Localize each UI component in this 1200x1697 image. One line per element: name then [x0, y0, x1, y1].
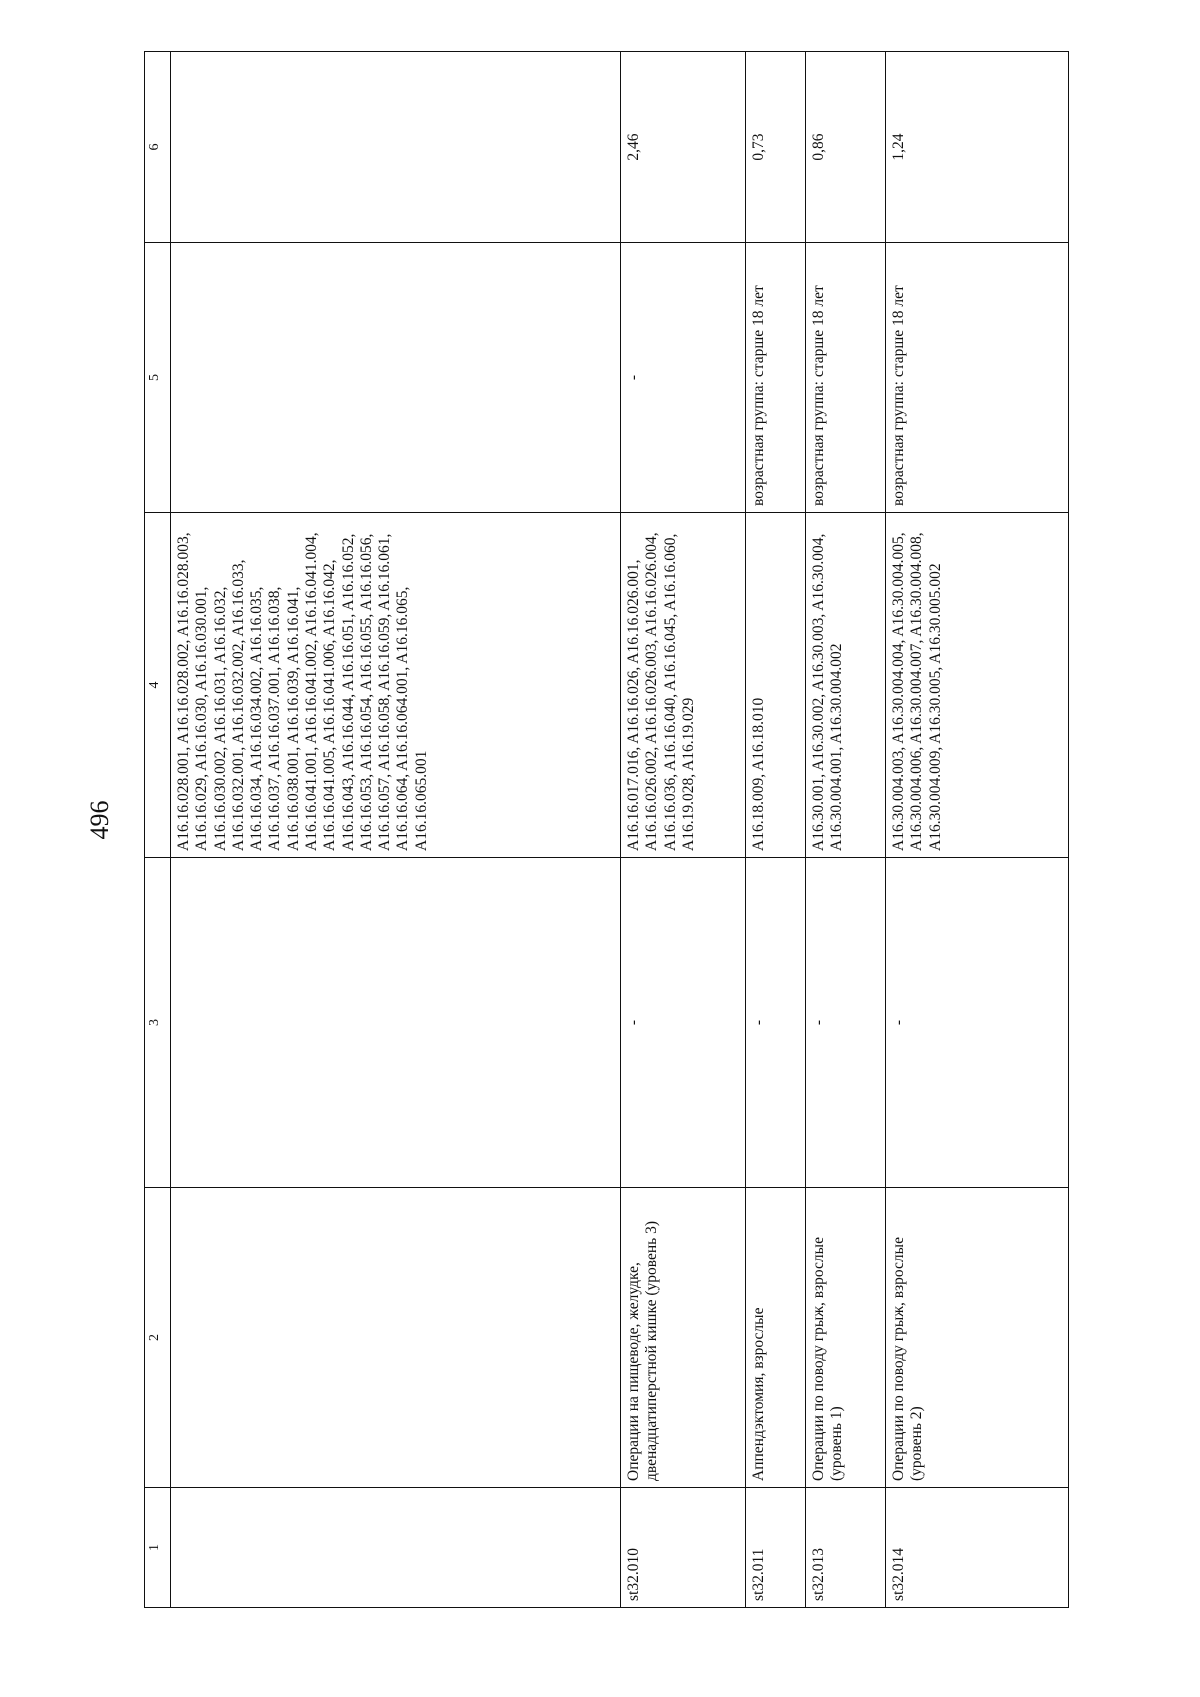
criteria-cell: возрастная группа: старше 18 лет	[746, 243, 806, 513]
col3-cell: -	[806, 858, 886, 1188]
criteria-cell: возрастная группа: старше 18 лет	[806, 243, 886, 513]
code-cell: st32.013	[806, 1488, 886, 1608]
tariff-table	[144, 51, 1069, 1608]
col3-cell	[171, 858, 621, 1188]
table-wrapper	[144, 52, 1068, 1608]
name-cell: Аппендэктомия, взрослые	[746, 1188, 806, 1488]
col3-cell: -	[621, 858, 746, 1188]
code-cell: st32.010	[621, 1488, 746, 1608]
table-row	[621, 52, 746, 1608]
name-cell: Операции по поводу грыж, взрослые (уровень 2)	[886, 1188, 1069, 1488]
rotated-table-container	[144, 52, 1068, 1608]
table-row	[746, 52, 806, 1608]
header-cell: 3	[145, 858, 171, 1188]
services-cell: A16.18.009, A16.18.010	[746, 513, 806, 858]
name-cell: Операции по поводу грыж, взрослые (уровень 1)	[806, 1188, 886, 1488]
code-cell	[171, 1488, 621, 1608]
criteria-cell	[171, 243, 621, 513]
table-row	[886, 52, 1069, 1608]
table-row	[806, 52, 886, 1608]
code-cell: st32.011	[746, 1488, 806, 1608]
name-cell: Операции на пищеводе, желудке, двенадцатиперстной кишке (уровень 3)	[621, 1188, 746, 1488]
col3-cell: -	[886, 858, 1069, 1188]
coef-cell: 0,86	[806, 52, 886, 243]
header-row	[145, 52, 171, 1608]
header-cell: 6	[145, 52, 171, 243]
services-cell: A16.30.004.003, A16.30.004.004, A16.30.004.005, A16.30.004.006, A16.30.004.007, A16.30.004.008, A16.30.004.009, A16.30.005, A16.30.005.002	[886, 513, 1069, 858]
criteria-cell: возрастная группа: старше 18 лет	[886, 243, 1069, 513]
coef-cell: 0,73	[746, 52, 806, 243]
page-number: 496	[85, 800, 114, 840]
coef-cell: 2,46	[621, 52, 746, 243]
table-row	[171, 52, 621, 1608]
criteria-cell: -	[621, 243, 746, 513]
header-cell: 5	[145, 243, 171, 513]
header-cell: 1	[145, 1488, 171, 1608]
header-cell: 2	[145, 1188, 171, 1488]
coef-cell	[171, 52, 621, 243]
services-cell: A16.16.028.001, A16.16.028.002, A16.16.028.003, A16.16.029, A16.16.030, A16.16.030.001, A16.16.030.002, A16.16.031, A16.16.032, A16.16.032.001, A16.16.032.002, A16.16.033, A16.16.034, A16.16.034.002, A16.16.035, A16.16.037, A16.16.037.001, A16.16.038, A16.16.038.001, A16.16.039, A16.16.041, A16.16.041.001, A16.16.041.002, A16.16.041.004, A16.16.041.005, A16.16.041.006, A16.16.042, A16.16.043, A16.16.044, A16.16.051, A16.16.052, A16.16.053, A16.16.054, A16.16.055, A16.16.056, A16.16.057, A16.16.058, A16.16.059, A16.16.061, A16.16.064, A16.16.064.001, A16.16.065, A16.16.065.001	[171, 513, 621, 858]
code-cell: st32.014	[886, 1488, 1069, 1608]
services-cell: A16.16.017.016, A16.16.026, A16.16.026.001, A16.16.026.002, A16.16.026.003, A16.16.026.004, A16.16.036, A16.16.040, A16.16.045, A16.16.060, A16.19.028, A16.19.029	[621, 513, 746, 858]
services-cell: A16.30.001, A16.30.002, A16.30.003, A16.30.004, A16.30.004.001, A16.30.004.002	[806, 513, 886, 858]
coef-cell: 1,24	[886, 52, 1069, 243]
col3-cell: -	[746, 858, 806, 1188]
name-cell	[171, 1188, 621, 1488]
header-cell: 4	[145, 513, 171, 858]
